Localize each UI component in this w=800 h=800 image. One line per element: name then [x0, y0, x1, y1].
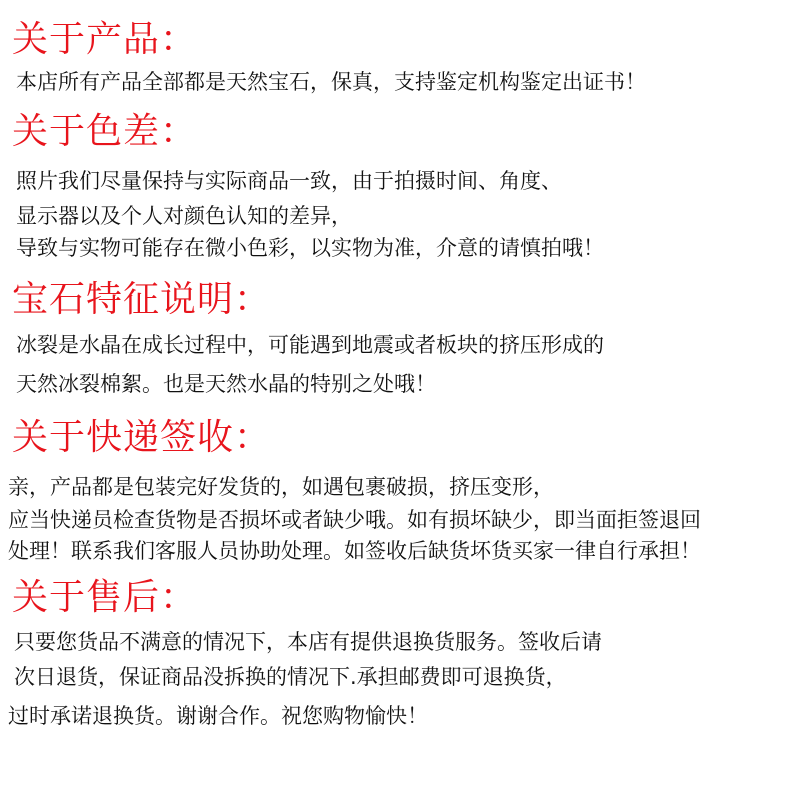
products-text-line-1: 本店所有产品全部都是天然宝石，保真，支持鉴定机构鉴定出证书！ — [16, 70, 646, 94]
after-sales-text-line-2: 次日退货，保证商品没拆换的情况下.承担邮费即可退换货， — [14, 665, 567, 689]
section-heading-delivery: 关于快递签收： — [12, 417, 272, 458]
color-difference-text-line-3: 导致与实物可能存在微小色彩，以实物为准，介意的请慎拍哦！ — [16, 236, 604, 260]
after-sales-text-line-1: 只要您货品不满意的情况下，本店有提供退换货服务。签收后请 — [14, 630, 602, 654]
after-sales-text-line-3: 过时承诺退换货。谢谢合作。祝您购物愉快！ — [8, 704, 428, 728]
section-heading-gem-features: 宝石特征说明： — [12, 279, 272, 320]
section-heading-products: 关于产品： — [12, 19, 198, 60]
color-difference-text-line-2: 显示器以及个人对颜色认知的差异， — [16, 204, 352, 228]
delivery-text-line-2: 应当快递员检查货物是否损坏或者缺少哦。如有损坏缺少，即当面拒签退回 — [8, 508, 701, 532]
delivery-text-line-3: 处理！联系我们客服人员协助处理。如签收后缺货坏货买家一律自行承担！ — [8, 539, 701, 563]
section-heading-after-sales: 关于售后： — [12, 577, 198, 618]
gem-features-text-line-1: 冰裂是水晶在成长过程中，可能遇到地震或者板块的挤压形成的 — [16, 333, 604, 357]
section-heading-color-difference: 关于色差： — [12, 111, 198, 152]
color-difference-text-line-1: 照片我们尽量保持与实际商品一致，由于拍摄时间、角度、 — [16, 169, 562, 193]
delivery-text-line-1: 亲，产品都是包装完好发货的，如遇包裹破损，挤压变形， — [8, 475, 554, 499]
gem-features-text-line-2: 天然冰裂棉絮。也是天然水晶的特别之处哦！ — [16, 372, 436, 396]
